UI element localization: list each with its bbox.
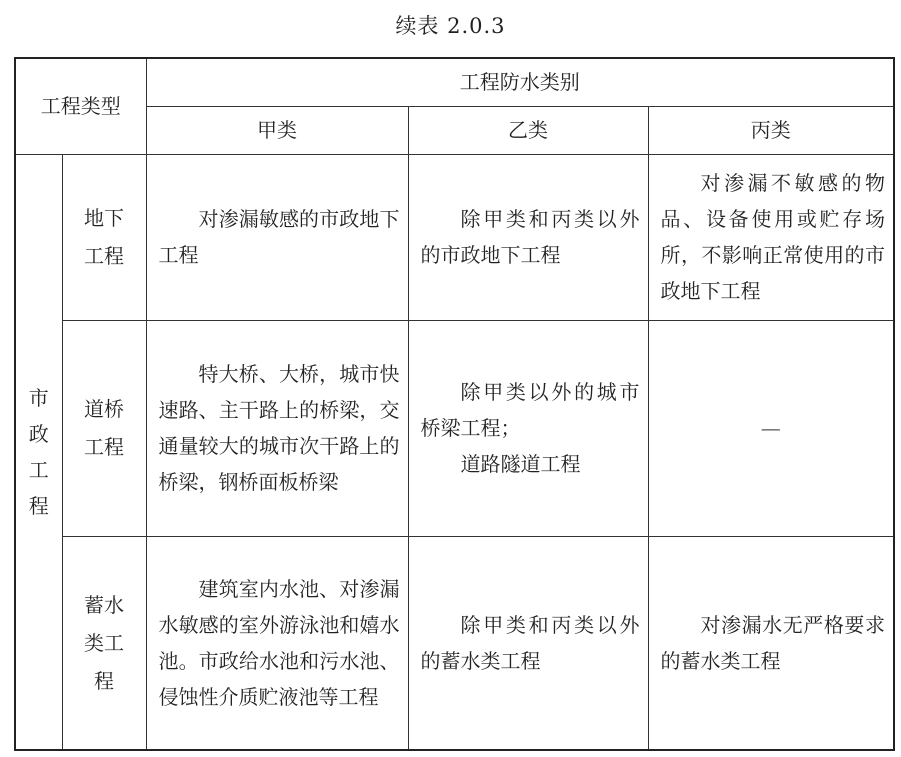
row-type-water-storage: 蓄水类工程	[84, 592, 124, 693]
row-road-bridge-class-a: 特大桥、大桥，城市快速路、主干路上的桥梁，交通量较大的城市次干路上的桥梁，钢桥面板桥梁	[146, 320, 408, 536]
row-type-cell	[62, 320, 146, 536]
row-road-bridge-class-c: —	[648, 320, 894, 536]
waterproof-category-table	[14, 57, 895, 751]
row-water-storage-class-c: 对渗漏水无严格要求的蓄水类工程	[648, 536, 894, 750]
row-road-bridge-class-b-line2: 道路隧道工程	[460, 452, 581, 476]
row-road-bridge-class-b	[408, 320, 648, 536]
header-engineering-type: 工程类型	[15, 58, 146, 154]
table-caption: 续表 2.0.3	[395, 14, 506, 38]
header-waterproof-category: 工程防水类别	[146, 58, 894, 106]
row-type-cell	[62, 536, 146, 750]
row-type-road-bridge: 道桥工程	[84, 397, 124, 459]
group-label: 市政工程	[28, 385, 49, 518]
row-type-cell	[62, 154, 146, 320]
row-underground-class-c: 对渗漏不敏感的物品、设备使用或贮存场所，不影响正常使用的市政地下工程	[648, 154, 894, 320]
header-class-b: 乙类	[408, 106, 648, 154]
header-class-c: 丙类	[648, 106, 894, 154]
row-underground-class-b: 除甲类和丙类以外的市政地下工程	[408, 154, 648, 320]
group-cell	[15, 154, 62, 750]
row-water-storage-class-b: 除甲类和丙类以外的蓄水类工程	[408, 536, 648, 750]
row-type-underground: 地下工程	[84, 206, 124, 268]
row-water-storage-class-a: 建筑室内水池、对渗漏水敏感的室外游泳池和嬉水池。市政给水池和污水池、侵蚀性介质贮液池等工程	[146, 536, 408, 750]
row-road-bridge-class-b-line1: 除甲类以外的城市桥梁工程；	[420, 380, 640, 440]
row-underground-class-a: 对渗漏敏感的市政地下工程	[146, 154, 408, 320]
header-class-a: 甲类	[146, 106, 408, 154]
